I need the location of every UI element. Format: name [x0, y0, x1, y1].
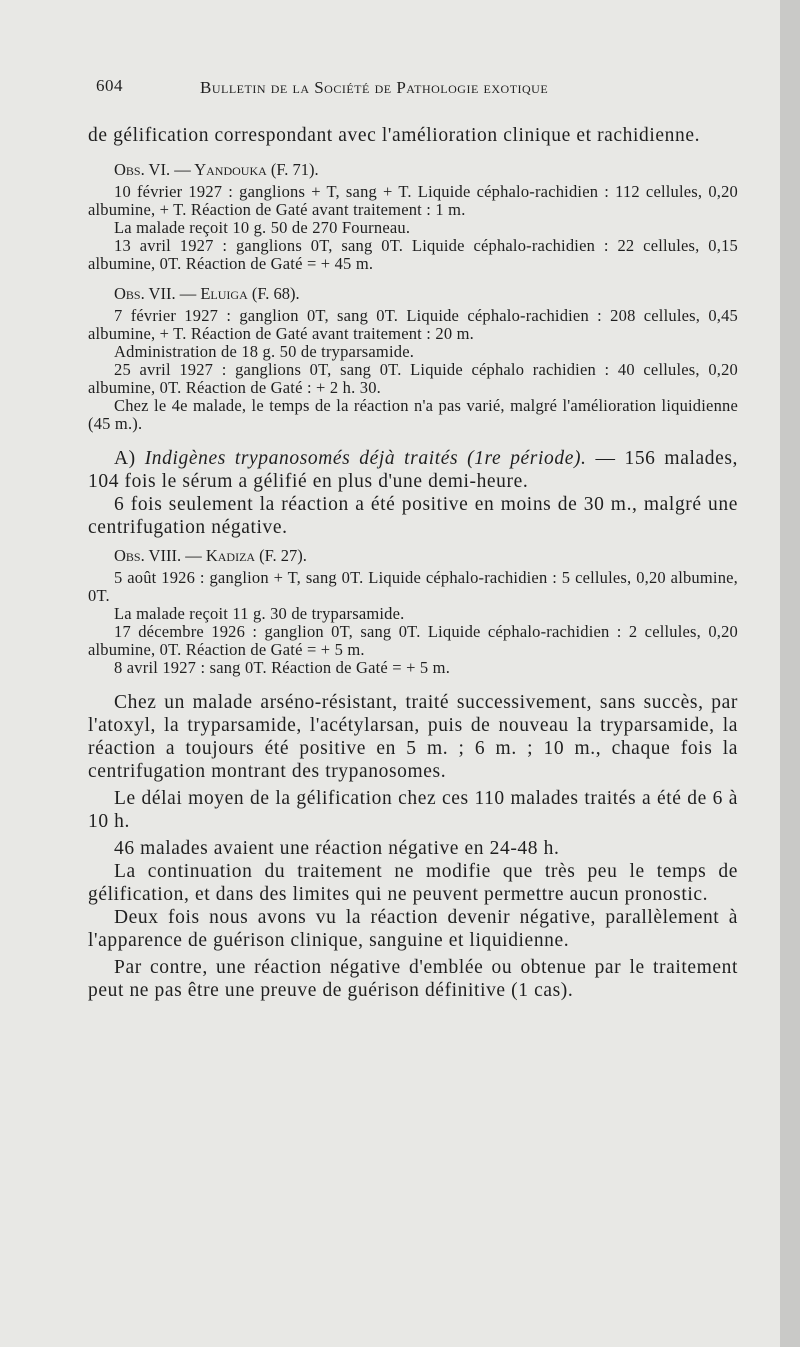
paragraph-conclusion: Par contre, une réaction négative d'emblée ou obtenue par le traitement peut ne pas être une preuve de guérison définitive (1 cas).: [88, 957, 738, 1001]
observation-6-entry-2: La malade reçoit 10 g. 50 de 270 Fourneau.: [114, 218, 411, 237]
paragraph-negative-reactions: 46 malades avaient une réaction négative en 24-48 h.: [114, 838, 560, 859]
paragraph-arseno-resistant: Chez un malade arséno-résistant, traité successivement, sans succès, par l'atoxyl, la tryparsamide, l'acétylarsan, puis de nouveau la tryparsamide, la réaction a toujours été positive en 5 m. ; 6 m. ; 10 m., chaque fois la centrifugation montrant des trypanosomes.: [88, 692, 738, 782]
page-number: 604: [96, 76, 123, 95]
observation-8-entry-2: La malade reçoit 11 g. 30 de tryparsamide.: [114, 604, 405, 623]
observation-6-entry-1: 10 février 1927 : ganglions + T, sang + T. Liquide céphalo-rachidien : 112 cellules, 0,20 albumine, + T. Réaction de Gaté avant traitement : 1 m.: [88, 182, 738, 219]
paragraph-continuation: de gélification correspondant avec l'amélioration clinique et rachidienne.: [88, 125, 701, 146]
paragraph-continuation-treatment: La continuation du traitement ne modifie que très peu le temps de gélification, et dans des limites qui ne peuvent permettre aucun pronostic.: [88, 861, 738, 905]
paragraph-mean-delay: Le délai moyen de la gélification chez ces 110 malades traités a été de 6 à 10 h.: [88, 788, 738, 832]
section-a-heading: Indigènes trypanosomés déjà traités (1re période).: [144, 448, 587, 469]
paragraph-six-times: 6 fois seulement la réaction a été positive en moins de 30 m., malgré une centrifugation négative.: [88, 494, 738, 538]
section-a-label: A): [114, 448, 145, 469]
section-a-text: — 156 malades, 104 fois le sérum a gélifié en plus d'une demi-heure.: [88, 448, 738, 492]
observation-8-entry-4: 8 avril 1927 : sang 0T. Réaction de Gaté = + 5 m.: [114, 658, 451, 677]
observation-title-8: Obs. VIII. — Kadiza (F. 27).: [114, 546, 307, 565]
observation-7-entry-4: Chez le 4e malade, le temps de la réaction n'a pas varié, malgré l'amélioration liquidienne (45 m.).: [88, 396, 738, 433]
observation-title-6: Obs. VI. — Yandouka (F. 71).: [114, 160, 319, 179]
observation-7-entry-3: 25 avril 1927 : ganglions 0T, sang 0T. Liquide céphalo rachidien : 40 cellules, 0,20 albumine, 0T. Réaction de Gaté : + 2 h. 30.: [88, 360, 738, 397]
body-text: [88, 124, 738, 1002]
observation-7-entry-1: 7 février 1927 : ganglion 0T, sang 0T. Liquide céphalo-rachidien : 208 cellules, 0,45 albumine, + T. Réaction de Gaté avant traitement : 20 m.: [88, 306, 738, 343]
paragraph-two-times: Deux fois nous avons vu la réaction devenir négative, parallèlement à l'apparence de guérison clinique, sanguine et liquidienne.: [88, 907, 738, 951]
observation-6-entry-3: 13 avril 1927 : ganglions 0T, sang 0T. Liquide céphalo-rachidien : 22 cellules, 0,15 albumine, 0T. Réaction de Gaté = + 45 m.: [88, 236, 738, 273]
observation-7-entry-2: Administration de 18 g. 50 de tryparsamide.: [114, 342, 415, 361]
observation-title-7: Obs. VII. — Eluiga (F. 68).: [114, 284, 300, 303]
observation-8-entry-3: 17 décembre 1926 : ganglion 0T, sang 0T. Liquide céphalo-rachidien : 2 cellules, 0,20 albumine, 0T. Réaction de Gaté = + 5 m.: [88, 622, 738, 659]
journal-title: Bulletin de la Société de Pathologie exotique: [200, 78, 549, 97]
section-a-paragraph: [88, 447, 738, 493]
observation-8-entry-1: 5 août 1926 : ganglion + T, sang 0T. Liquide céphalo-rachidien : 5 cellules, 0,20 albumine, 0T.: [88, 568, 738, 605]
